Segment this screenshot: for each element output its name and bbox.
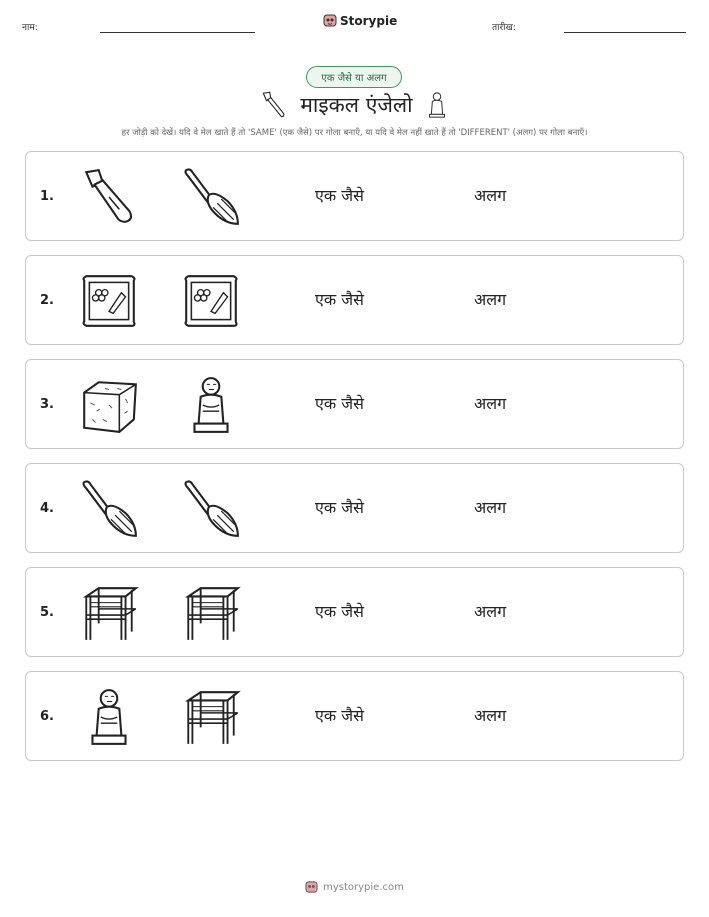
paintbrush-icon — [180, 478, 242, 540]
question-number: 4. — [40, 501, 54, 516]
paintbrush-icon — [180, 166, 242, 228]
question-number: 1. — [40, 189, 54, 204]
same-option[interactable]: एक जैसे — [315, 602, 364, 621]
question-number: 3. — [40, 397, 54, 412]
statue-icon — [78, 686, 140, 748]
question-row — [25, 567, 684, 657]
fresco-icon — [180, 270, 242, 332]
chisel-icon — [258, 89, 290, 121]
worksheet-type-badge: एक जैसे या अलग — [306, 66, 402, 88]
different-option[interactable]: अलग — [474, 290, 507, 309]
question-row — [25, 151, 684, 241]
instructions: हर जोड़ी को देखें। यदि वे मेल खाते हैं तो 'SAME' (एक जैसे) पर गोला बनाएँ, या यदि वे मेल नहीं खाते हैं तो 'DIFFERENT' (अलग) पर गोला बनाएँ। — [121, 128, 588, 138]
footer-site: mystorypie.com — [323, 881, 404, 893]
same-option[interactable]: एक जैसे — [315, 290, 364, 309]
date-label: तारीख: — [492, 23, 516, 33]
question-number: 5. — [40, 605, 54, 620]
statue-icon — [180, 374, 242, 436]
fresco-icon — [78, 270, 140, 332]
page-title: माइकल एंजेलो — [300, 93, 413, 117]
question-number: 2. — [40, 293, 54, 308]
same-option[interactable]: एक जैसे — [315, 394, 364, 413]
different-option[interactable]: अलग — [474, 602, 507, 621]
date-line[interactable] — [564, 32, 686, 33]
storypie-logo-icon — [323, 13, 337, 28]
same-option[interactable]: एक जैसे — [315, 498, 364, 517]
same-option[interactable]: एक जैसे — [315, 706, 364, 725]
storypie-logo-icon — [305, 880, 318, 894]
marble-block-icon — [78, 374, 140, 436]
different-option[interactable]: अलग — [474, 186, 507, 205]
question-row — [25, 255, 684, 345]
statue-icon — [423, 88, 451, 122]
same-option[interactable]: एक जैसे — [315, 186, 364, 205]
question-number: 6. — [40, 709, 54, 724]
brand-name: Storypie — [340, 13, 398, 28]
scaffold-icon — [180, 582, 242, 644]
question-row — [25, 359, 684, 449]
different-option[interactable]: अलग — [474, 394, 507, 413]
scaffold-icon — [78, 582, 140, 644]
different-option[interactable]: अलग — [474, 706, 507, 725]
question-row — [25, 463, 684, 553]
footer — [0, 880, 709, 894]
title-row — [0, 88, 709, 122]
scaffold-icon — [180, 686, 242, 748]
chisel-icon — [78, 166, 140, 228]
question-row — [25, 671, 684, 761]
different-option[interactable]: अलग — [474, 498, 507, 517]
name-label: नाम: — [22, 23, 38, 33]
name-line[interactable] — [100, 32, 255, 33]
brand — [323, 13, 397, 28]
paintbrush-icon — [78, 478, 140, 540]
